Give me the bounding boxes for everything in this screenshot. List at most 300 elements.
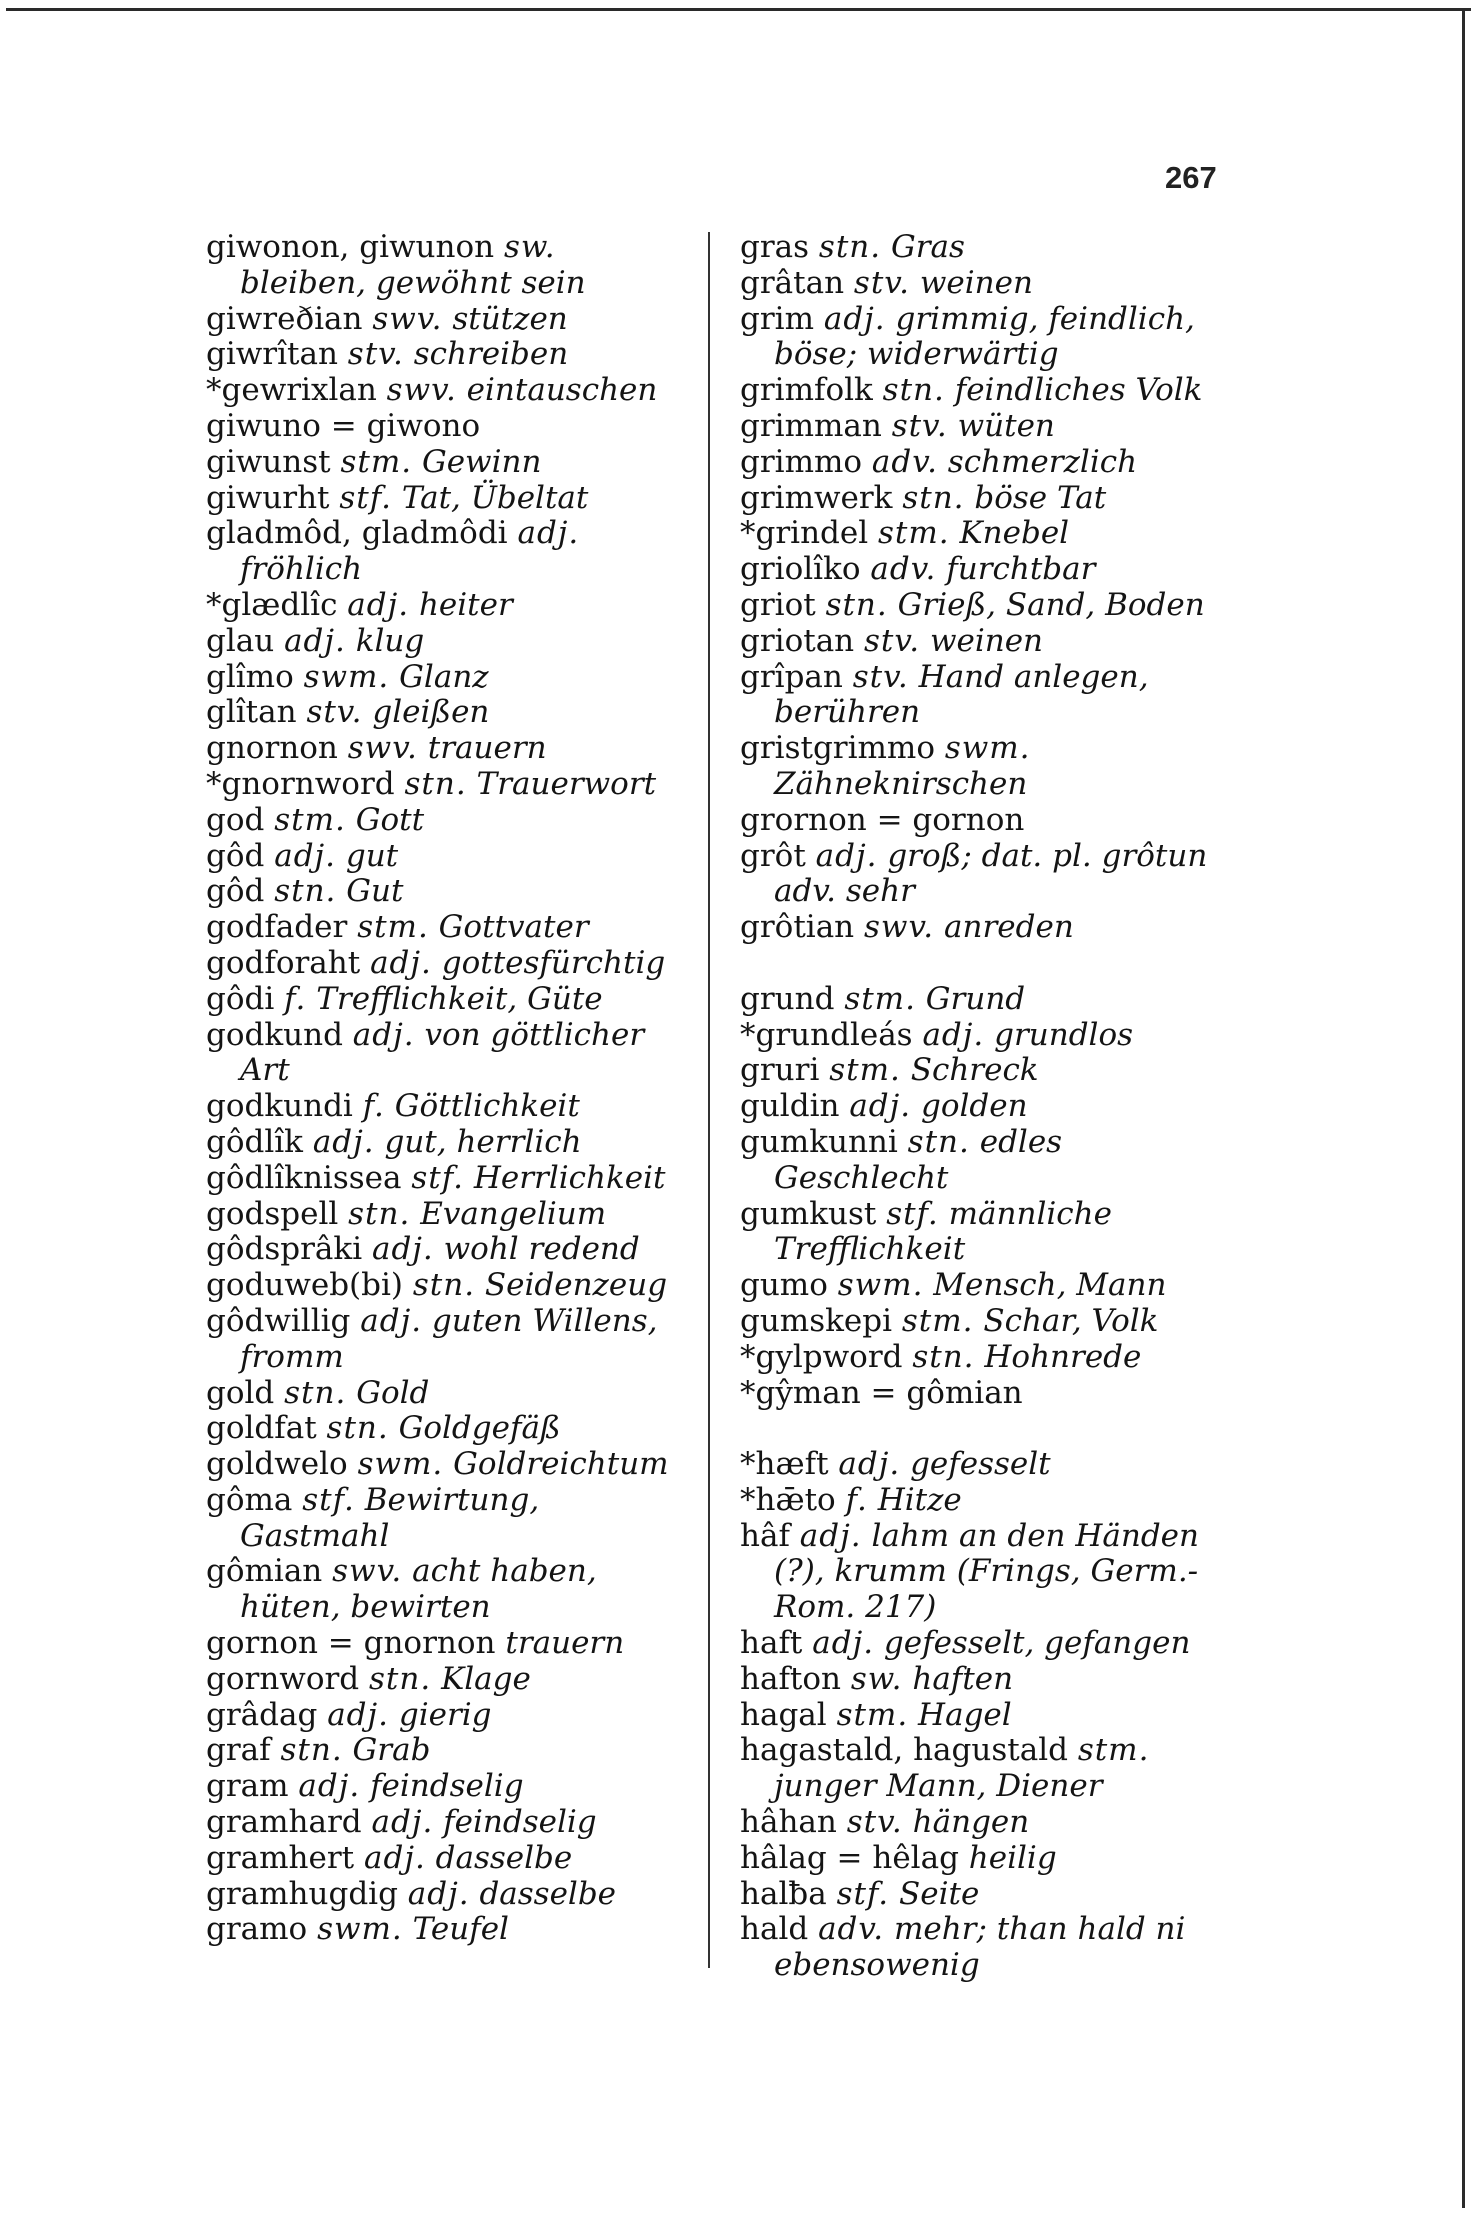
- entry-grammar-label: adj.: [364, 1839, 426, 1876]
- entry-gloss: Seidenzeug: [484, 1267, 668, 1304]
- entry-gloss: gottesfürchtig: [441, 944, 666, 981]
- entry-gloss: fröhlich: [240, 551, 363, 588]
- section-gap: [740, 1411, 1225, 1447]
- entry-headword: giwunst: [206, 443, 331, 480]
- entry-gloss: Zähneknirschen: [774, 765, 1028, 802]
- dictionary-entry: [740, 982, 1225, 1018]
- entry-headword: gumkunni: [740, 1123, 898, 1160]
- dictionary-entry: [740, 1519, 1225, 1626]
- dictionary-entry: [206, 946, 691, 982]
- dictionary-entry: [206, 409, 691, 445]
- entry-grammar-label: adj.: [298, 1768, 361, 1805]
- dictionary-entry: [206, 1197, 691, 1233]
- entry-grammar-label: stm.: [901, 1302, 974, 1339]
- entry-headword: gumskepi: [740, 1302, 893, 1339]
- right-group-h: [740, 1447, 1225, 1984]
- dictionary-entry: [740, 839, 1225, 911]
- entry-headword: gôd: [206, 837, 265, 874]
- entry-headword: gôma: [206, 1481, 293, 1518]
- entry-grammar-label: f.: [362, 1088, 385, 1125]
- entry-gloss: golden: [920, 1088, 1028, 1125]
- entry-grammar-label: stn.: [412, 1267, 476, 1304]
- dictionary-entry: [740, 552, 1225, 588]
- entry-gloss: heiter: [418, 586, 513, 623]
- dictionary-entry: [206, 1268, 691, 1304]
- entry-headword: grimfolk: [740, 372, 873, 409]
- entry-gloss: von göttlicher Art: [240, 1016, 645, 1089]
- section-gap: [740, 946, 1225, 982]
- entry-grammar-label: swm.: [303, 658, 390, 695]
- entry-grammar-label: stf.: [886, 1195, 939, 1232]
- entry-gloss: weinen: [919, 264, 1033, 301]
- entry-headword: god: [206, 801, 265, 838]
- entry-headword: gladmôd, gladmôdi: [206, 515, 508, 552]
- entry-grammar-label: stn.: [274, 873, 337, 910]
- dictionary-entry: [206, 302, 691, 338]
- dictionary-entry: [206, 1232, 691, 1268]
- dictionary-entry: [206, 373, 691, 409]
- entry-gloss: Gott: [355, 801, 425, 838]
- entry-gloss: Hitze: [877, 1481, 962, 1518]
- entry-gloss: edles Geschlecht: [774, 1123, 1063, 1196]
- entry-gloss: grimmig, feindlich, böse; widerwärtig: [774, 300, 1195, 373]
- entry-headword: gramo: [206, 1911, 308, 1948]
- entry-grammar-label: stv.: [864, 622, 921, 659]
- entry-headword: hâf: [740, 1517, 790, 1554]
- entry-headword: *gnornword: [206, 765, 395, 802]
- dictionary-entry: [206, 1733, 691, 1769]
- entry-grammar-label: sw.: [503, 229, 556, 265]
- dictionary-entry: [740, 731, 1225, 803]
- entry-headword: glîmo: [206, 658, 294, 695]
- entry-headword: gruri: [740, 1052, 820, 1089]
- entry-grammar-label: adj.: [371, 1804, 434, 1841]
- entry-grammar-label: swm.: [317, 1911, 403, 1948]
- right-column: [740, 230, 1225, 1984]
- entry-grammar-label: stm.: [829, 1052, 901, 1089]
- dictionary-entry: [740, 481, 1225, 517]
- entry-grammar-label: stv.: [853, 264, 910, 301]
- entry-headword: giwuno = giwono: [206, 407, 481, 444]
- entry-grammar-label: stv.: [852, 658, 909, 695]
- dictionary-entry: [206, 1018, 691, 1090]
- entry-headword: grîpan: [740, 658, 843, 695]
- entry-gloss: bleiben, gewöhnt sein: [240, 264, 586, 301]
- entry-headword: grimman: [740, 407, 882, 444]
- entry-headword: godspell: [206, 1195, 339, 1232]
- entry-gloss: Göttlichkeit: [394, 1088, 580, 1125]
- entry-grammar-label: swv.: [332, 1553, 403, 1590]
- entry-headword: grôt: [740, 837, 806, 874]
- entry-gloss: feindliches Volk: [954, 372, 1203, 409]
- entry-headword: giwonon, giwunon: [206, 229, 495, 265]
- entry-headword: godforaht: [206, 944, 361, 981]
- entry-gloss: junger Mann, Diener: [774, 1768, 1103, 1805]
- dictionary-entry: [206, 516, 691, 588]
- entry-gloss: trauern: [427, 730, 547, 767]
- entry-gloss: Hand anlegen, berühren: [774, 658, 1149, 731]
- entry-grammar-label: stf.: [302, 1481, 355, 1518]
- entry-gloss: groß; dat. pl. grôtun adv. sehr: [774, 837, 1208, 910]
- dictionary-entry: [206, 839, 691, 875]
- dictionary-entry: [206, 803, 691, 839]
- entry-gloss: heilig: [968, 1839, 1057, 1876]
- entry-headword: graf: [206, 1732, 271, 1769]
- entry-gloss: Gras: [890, 229, 965, 265]
- entry-grammar-label: stm.: [340, 443, 413, 480]
- entry-grammar-label: adj.: [360, 1302, 423, 1339]
- entry-gloss: Schar, Volk: [983, 1302, 1159, 1339]
- dictionary-entry: [206, 445, 691, 481]
- dictionary-entry: [740, 1662, 1225, 1698]
- entry-grammar-label: swm.: [837, 1267, 924, 1304]
- entry-gloss: trauern: [505, 1625, 625, 1662]
- entry-headword: grim: [740, 300, 814, 337]
- dictionary-entry: [740, 1912, 1225, 1984]
- dictionary-entry: [206, 767, 691, 803]
- entry-headword: gômian: [206, 1553, 323, 1590]
- entry-gloss: Goldgefäß: [398, 1410, 561, 1447]
- entry-headword: gôdsprâki: [206, 1231, 363, 1268]
- dictionary-entry: [740, 1626, 1225, 1662]
- entry-headword: guldin: [740, 1088, 840, 1125]
- dictionary-entry: [740, 1698, 1225, 1734]
- entry-gloss: dasselbe: [435, 1839, 573, 1876]
- dictionary-entry: [740, 910, 1225, 946]
- entry-gloss: haften: [912, 1660, 1014, 1697]
- entry-grammar-label: adj.: [274, 837, 337, 874]
- entry-grammar-label: stv.: [306, 694, 363, 731]
- entry-gloss: Seite: [899, 1875, 980, 1912]
- entry-headword: gornword: [206, 1660, 360, 1697]
- dictionary-entry: [206, 1698, 691, 1734]
- entry-grammar-label: adv.: [871, 443, 938, 480]
- dictionary-entry: [740, 1805, 1225, 1841]
- entry-gloss: Trauerwort: [476, 765, 657, 802]
- entry-headword: hafton: [740, 1660, 842, 1697]
- dictionary-entry: [206, 1662, 691, 1698]
- entry-grammar-label: swm.: [944, 730, 1031, 767]
- entry-headword: *grindel: [740, 515, 869, 552]
- entry-headword: griolîko: [740, 551, 861, 588]
- entry-gloss: Glanz: [399, 658, 489, 695]
- entry-gloss: Goldreichtum: [453, 1446, 669, 1483]
- entry-grammar-label: stn.: [284, 1374, 347, 1411]
- entry-gloss: Evangelium: [420, 1195, 607, 1232]
- entry-gloss: Hagel: [918, 1696, 1012, 1733]
- entry-headword: gram: [206, 1768, 289, 1805]
- dictionary-entry: [740, 302, 1225, 374]
- entry-grammar-label: adj.: [922, 1016, 985, 1053]
- dictionary-entry: [740, 1733, 1225, 1805]
- entry-gloss: gierig: [398, 1696, 492, 1733]
- top-border-line: [6, 8, 1471, 11]
- entry-headword: grund: [740, 980, 835, 1017]
- dictionary-entry: [740, 1304, 1225, 1340]
- entry-gloss: Grieß, Sand, Boden: [897, 586, 1205, 623]
- entry-headword: hagastald, hagustald: [740, 1732, 1068, 1769]
- entry-grammar-label: adj.: [849, 1088, 912, 1125]
- entry-gloss: Knebel: [959, 515, 1070, 552]
- entry-headword: hâhan: [740, 1804, 837, 1841]
- entry-grammar-label: stn.: [818, 229, 882, 265]
- entry-grammar-label: adj.: [312, 1123, 375, 1160]
- entry-gloss: lahm an den Händen (?), krumm (Frings, Germ.-Rom. 217): [774, 1517, 1199, 1626]
- entry-headword: gramhugdig: [206, 1875, 398, 1912]
- entry-headword: godkund: [206, 1016, 343, 1053]
- entry-grammar-label: stm.: [1077, 1732, 1150, 1769]
- entry-grammar-label: stm.: [357, 909, 429, 946]
- entry-gloss: Gold: [356, 1374, 430, 1411]
- dictionary-entry: [206, 1411, 691, 1447]
- entry-gloss: Grab: [352, 1732, 431, 1769]
- dictionary-entry: [740, 1197, 1225, 1269]
- page-number: 267: [1165, 160, 1217, 195]
- entry-headword: giwurht: [206, 479, 330, 516]
- dictionary-entry: [206, 695, 691, 731]
- dictionary-entry: [740, 1089, 1225, 1125]
- entry-gloss: Schreck: [910, 1052, 1039, 1089]
- dictionary-entry: [206, 874, 691, 910]
- entry-headword: giwrîtan: [206, 336, 338, 373]
- entry-headword: gornon = gnornon: [206, 1625, 496, 1662]
- entry-headword: gristgrimmo: [740, 730, 935, 767]
- entry-headword: glau: [206, 622, 275, 659]
- dictionary-entry: [206, 1125, 691, 1161]
- entry-grammar-label: stf.: [339, 479, 392, 516]
- dictionary-entry: [740, 409, 1225, 445]
- dictionary-entry: [206, 1089, 691, 1125]
- entry-headword: *grundleás: [740, 1016, 913, 1053]
- dictionary-entry: [206, 588, 691, 624]
- entry-headword: *gŷman = gômian: [740, 1374, 1023, 1411]
- entry-gloss: anreden: [944, 909, 1074, 946]
- dictionary-entry: [740, 1877, 1225, 1913]
- entry-headword: halƀa: [740, 1875, 827, 1912]
- entry-grammar-label: stn.: [902, 479, 965, 516]
- right-border-line: [1462, 8, 1465, 2208]
- dictionary-entry: [740, 803, 1225, 839]
- entry-gloss: hängen: [912, 1804, 1030, 1841]
- entry-gloss: Gewinn: [421, 443, 542, 480]
- entry-grammar-label: swv.: [372, 300, 443, 337]
- dictionary-entry: [206, 481, 691, 517]
- entry-gloss: mehr; than hald ni ebensowenig: [774, 1911, 1186, 1984]
- entry-grammar-label: stm.: [274, 801, 346, 838]
- entry-grammar-label: adj.: [799, 1517, 862, 1554]
- entry-gloss: Teufel: [412, 1911, 509, 1948]
- entry-gloss: Trefflichkeit, Güte: [316, 980, 603, 1017]
- entry-gloss: weinen: [929, 622, 1044, 659]
- dictionary-entry: [740, 1018, 1225, 1054]
- entry-headword: hald: [740, 1911, 809, 1948]
- entry-gloss: wohl redend: [443, 1231, 640, 1268]
- entry-gloss: Herrlichkeit: [473, 1159, 666, 1196]
- dictionary-entry: [740, 1125, 1225, 1197]
- entry-grammar-label: stv.: [846, 1804, 903, 1841]
- entry-headword: gôdlîknissea: [206, 1159, 402, 1196]
- entry-gloss: gefesselt: [910, 1446, 1051, 1483]
- entry-gloss: stützen: [452, 300, 568, 337]
- entry-gloss: Klage: [441, 1660, 531, 1697]
- entry-grammar-label: stn.: [825, 586, 888, 623]
- entry-gloss: Grund: [925, 980, 1026, 1017]
- dictionary-entry: [740, 624, 1225, 660]
- entry-grammar-label: adj.: [823, 300, 886, 337]
- dictionary-entry: [206, 1805, 691, 1841]
- entry-headword: goldwelo: [206, 1446, 348, 1483]
- entry-gloss: Gottvater: [438, 909, 589, 946]
- entry-grammar-label: swv.: [347, 730, 418, 767]
- entry-gloss: acht haben, hüten, bewirten: [240, 1553, 597, 1626]
- entry-headword: grâtan: [740, 264, 845, 301]
- entry-grammar-label: sw.: [850, 1660, 903, 1697]
- entry-grammar-label: adj.: [371, 1231, 434, 1268]
- entry-grammar-label: stm.: [836, 1696, 909, 1733]
- dictionary-entry: [740, 266, 1225, 302]
- entry-grammar-label: adj.: [370, 944, 432, 981]
- entry-grammar-label: stn.: [280, 1732, 343, 1769]
- left-column: [206, 230, 691, 1948]
- dictionary-entry: [206, 1447, 691, 1483]
- dictionary-entry: [206, 1877, 691, 1913]
- entry-gloss: grundlos: [994, 1016, 1134, 1053]
- entry-grammar-label: adj.: [815, 837, 878, 874]
- dictionary-entry: [740, 1268, 1225, 1304]
- entry-gloss: Bewirtung, Gastmahl: [240, 1481, 540, 1554]
- dictionary-entry: [740, 1841, 1225, 1877]
- entry-grammar-label: stn.: [882, 372, 945, 409]
- entry-gloss: gefesselt, gefangen: [883, 1625, 1191, 1662]
- entry-headword: grâdag: [206, 1696, 318, 1733]
- entry-gloss: Tat, Übeltat: [401, 479, 589, 516]
- entry-headword: grimmo: [740, 443, 863, 480]
- entry-gloss: feindselig: [370, 1768, 524, 1805]
- entry-grammar-label: adj.: [407, 1875, 470, 1912]
- entry-headword: gôdlîk: [206, 1123, 303, 1160]
- entry-gloss: Hohnrede: [984, 1338, 1142, 1375]
- entry-gloss: wüten: [957, 407, 1055, 444]
- entry-gloss: schmerzlich: [947, 443, 1138, 480]
- entry-gloss: gut: [345, 837, 399, 874]
- entry-headword: grornon = gornon: [740, 801, 1025, 838]
- entry-headword: glîtan: [206, 694, 297, 731]
- dictionary-entry: [206, 337, 691, 373]
- entry-grammar-label: stn.: [326, 1410, 389, 1447]
- entry-headword: haft: [740, 1625, 803, 1662]
- entry-headword: hagal: [740, 1696, 827, 1733]
- dictionary-entry: [740, 1483, 1225, 1519]
- entry-headword: *hǣto: [740, 1481, 836, 1518]
- entry-gloss: männliche Trefflichkeit: [774, 1195, 1112, 1268]
- entry-grammar-label: swm.: [357, 1446, 444, 1483]
- entry-grammar-label: stf.: [411, 1159, 464, 1196]
- entry-headword: gumkust: [740, 1195, 877, 1232]
- entry-grammar-label: adj.: [284, 622, 346, 659]
- dictionary-entry: [740, 230, 1225, 266]
- entry-grammar-label: stn.: [369, 1660, 432, 1697]
- entry-grammar-label: stv.: [891, 407, 948, 444]
- entry-headword: gnornon: [206, 730, 338, 767]
- dictionary-entry: [206, 1841, 691, 1877]
- entry-headword: gôdi: [206, 980, 275, 1017]
- entry-grammar-label: stm.: [878, 515, 950, 552]
- entry-headword: *gewrixlan: [206, 372, 377, 409]
- dictionary-entry: [740, 1053, 1225, 1089]
- entry-gloss: gut, herrlich: [384, 1123, 582, 1160]
- entry-grammar-label: stf.: [836, 1875, 890, 1912]
- dictionary-entry: [206, 982, 691, 1018]
- entry-headword: gold: [206, 1374, 275, 1411]
- dictionary-entry: [740, 1376, 1225, 1412]
- right-group-gr: [740, 982, 1225, 1412]
- entry-grammar-label: stn.: [912, 1338, 975, 1375]
- entry-grammar-label: adj.: [812, 1625, 875, 1662]
- entry-headword: *glædlîc: [206, 586, 338, 623]
- entry-grammar-label: adj.: [517, 515, 580, 552]
- entry-headword: giwreðian: [206, 300, 363, 337]
- entry-headword: hâlag = hêlag: [740, 1839, 959, 1876]
- entry-headword: goduweb(bi): [206, 1267, 403, 1304]
- dictionary-entry: [740, 373, 1225, 409]
- entry-headword: gramhert: [206, 1839, 355, 1876]
- entry-gloss: gleißen: [372, 694, 490, 731]
- entry-headword: godfader: [206, 909, 348, 946]
- entry-headword: goldfat: [206, 1410, 317, 1447]
- entry-gloss: böse Tat: [974, 479, 1107, 516]
- dictionary-entry: [206, 910, 691, 946]
- dictionary-entry: [740, 516, 1225, 552]
- dictionary-entry: [740, 1447, 1225, 1483]
- dictionary-entry: [206, 1483, 691, 1555]
- dictionary-entry: [206, 1376, 691, 1412]
- dictionary-entry: [206, 1554, 691, 1626]
- entry-headword: gôd: [206, 873, 265, 910]
- dictionary-entry: [206, 660, 691, 696]
- entry-grammar-label: stn.: [348, 1195, 411, 1232]
- entry-grammar-label: stv.: [347, 336, 404, 373]
- entry-headword: grôtian: [740, 909, 855, 946]
- entry-grammar-label: f.: [845, 1481, 868, 1518]
- entry-grammar-label: stn.: [907, 1123, 970, 1160]
- dictionary-entry: [740, 660, 1225, 732]
- entry-headword: godkundi: [206, 1088, 353, 1125]
- entry-headword: grimwerk: [740, 479, 893, 516]
- entry-headword: gumo: [740, 1267, 828, 1304]
- dictionary-entry: [206, 1912, 691, 1948]
- dictionary-entry: [206, 230, 691, 302]
- entry-grammar-label: swv.: [864, 909, 935, 946]
- entry-grammar-label: adv.: [818, 1911, 885, 1948]
- entry-headword: gôdwillig: [206, 1302, 351, 1339]
- dictionary-entry: [206, 1626, 691, 1662]
- entry-gloss: Mensch, Mann: [933, 1267, 1167, 1304]
- column-divider: [708, 232, 710, 1968]
- entry-headword: *gylpword: [740, 1338, 903, 1375]
- entry-gloss: furchtbar: [946, 551, 1096, 588]
- dictionary-entry: [206, 1769, 691, 1805]
- entry-grammar-label: swv.: [386, 372, 457, 409]
- entry-gloss: Gut: [346, 873, 404, 910]
- dictionary-entry: [206, 731, 691, 767]
- dictionary-entry: [206, 624, 691, 660]
- dictionary-entry: [740, 588, 1225, 624]
- entry-headword: griotan: [740, 622, 855, 659]
- entry-gloss: feindselig: [443, 1804, 597, 1841]
- entry-grammar-label: adj.: [347, 586, 410, 623]
- entry-grammar-label: adj.: [327, 1696, 389, 1733]
- entry-gloss: klug: [355, 622, 425, 659]
